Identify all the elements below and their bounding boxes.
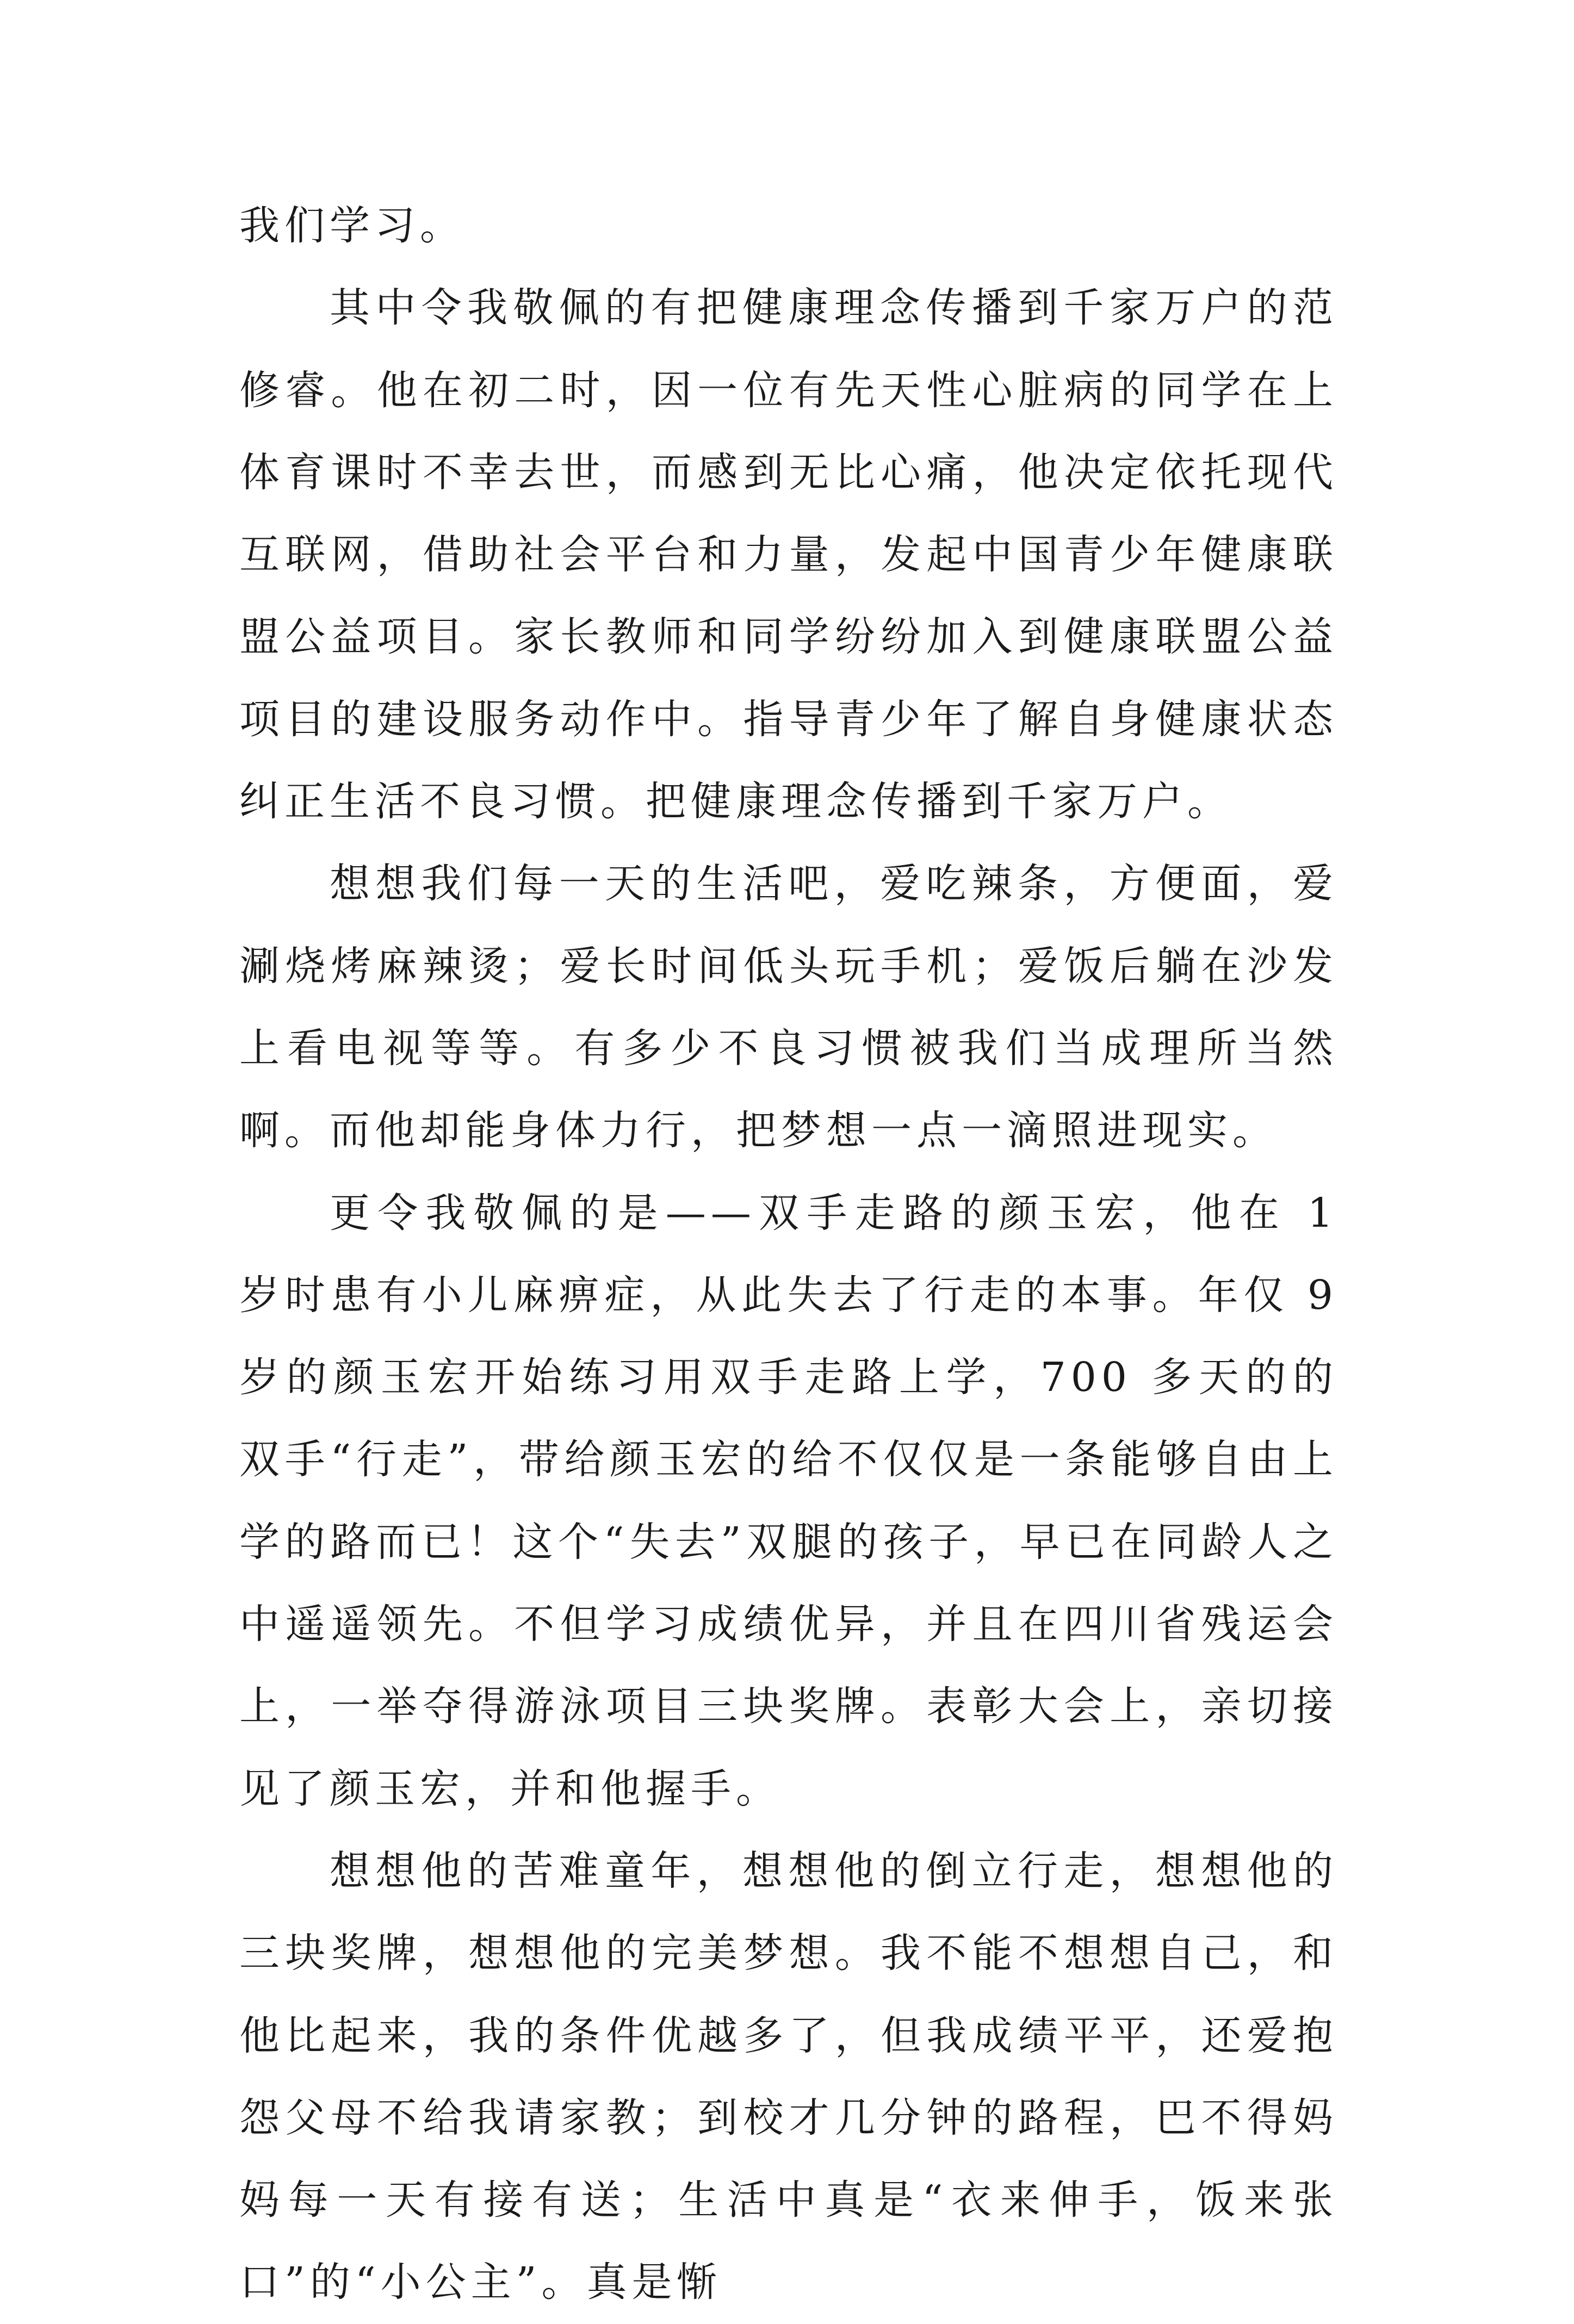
paragraph-4: 更令我敬佩的是——双手走路的颜玉宏，他在 1 岁时患有小儿麻痹症，从此失去了行走的本事。年仅 9 岁的颜玉宏开始练习用双手走路上学，700 多天的的双手“行走”，带给颜玉宏的给不仅仅是一条能够自由上学的路而已！这个“失去”双腿的孩子，早已在同龄人之中遥遥领先。不但学习成绩优异，并且在四川省残运会上，一举夺得游泳项目三块奖牌。表彰大会上，亲切接见了颜玉宏，并和他握手。 (239, 1189, 1338, 1812)
paragraph-3: 想想我们每一天的生活吧，爱吃辣条，方便面，爱涮烧烤麻辣烫；爱长时间低头玩手机；爱饭后躺在沙发上看电视等等。有多少不良习惯被我们当成理所当然啊。而他却能身体力行，把梦想一点一滴照进现实。 (239, 860, 1338, 1154)
body-text (239, 185, 1338, 2324)
paragraph-1: 我们学习。 (239, 202, 465, 249)
paragraph-2: 其中令我敬佩的有把健康理念传播到千家万户的范修睿。他在初二时，因一位有先天性心脏病的同学在上体育课时不幸去世，而感到无比心痛，他决定依托现代互联网，借助社会平台和力量，发起中国青少年健康联盟公益项目。家长教师和同学纷纷加入到健康联盟公益项目的建设服务动作中。指导青少年了解自身健康状态纠正生活不良习惯。把健康理念传播到千家万户。 (239, 284, 1338, 825)
paragraph-5: 想想他的苦难童年，想想他的倒立行走，想想他的三块奖牌，想想他的完美梦想。我不能不想想自己，和他比起来，我的条件优越多了，但我成绩平平，还爱抱怨父母不给我请家教；到校才几分钟的路程，巴不得妈妈每一天有接有送；生活中真是“衣来伸手，饭来张口”的“小公主”。真是惭 (239, 1847, 1338, 2306)
